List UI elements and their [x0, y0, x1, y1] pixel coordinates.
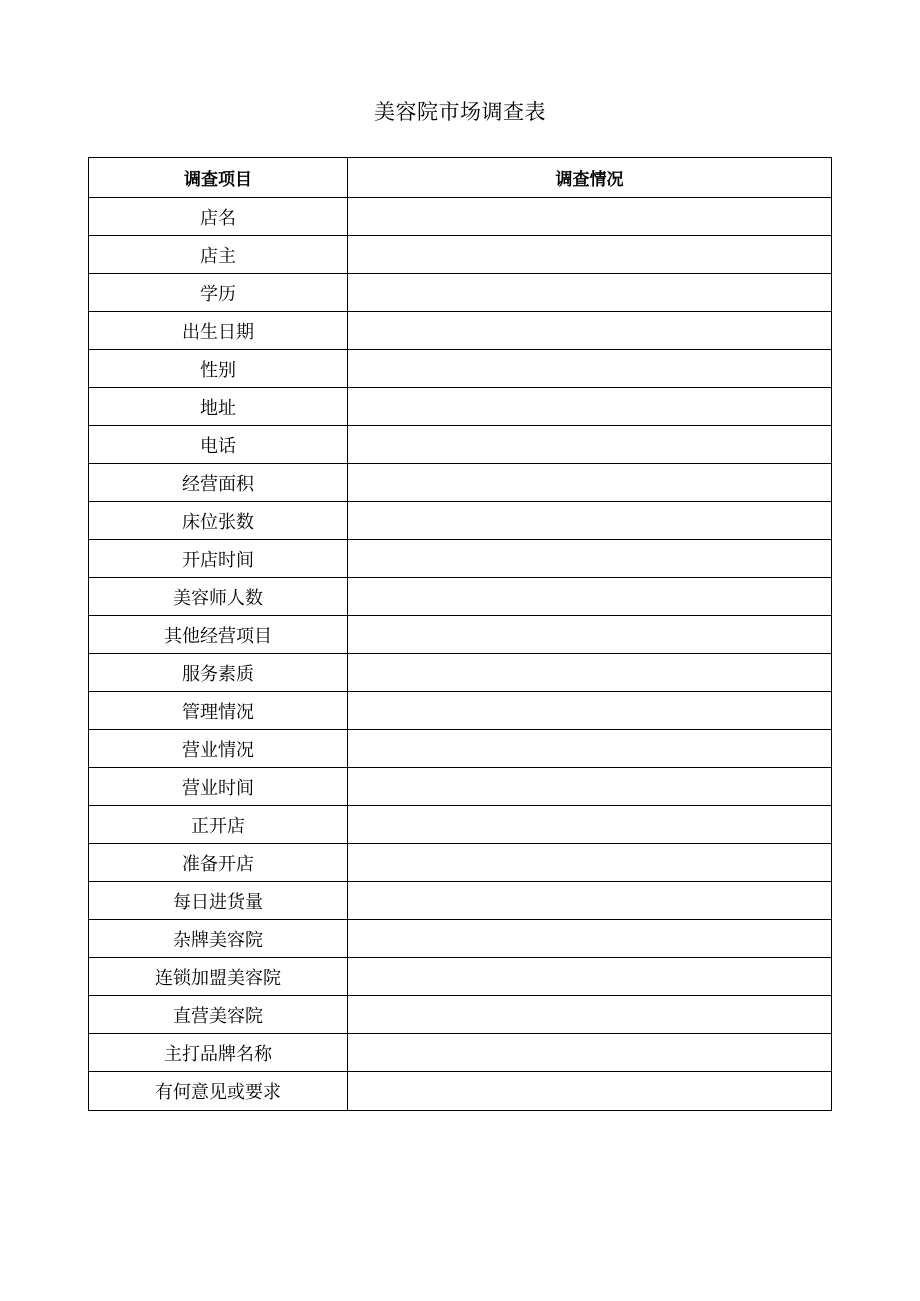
- survey-item-label: 管理情况: [89, 692, 348, 730]
- table-row: [89, 654, 832, 692]
- table-row: [89, 768, 832, 806]
- table-header-row: [89, 158, 832, 198]
- survey-response-field[interactable]: [348, 350, 832, 388]
- table-row: [89, 540, 832, 578]
- survey-item-label: 连锁加盟美容院: [89, 958, 348, 996]
- table-row: [89, 464, 832, 502]
- survey-item-label: 美容师人数: [89, 578, 348, 616]
- survey-table: [88, 157, 832, 1111]
- survey-response-field[interactable]: [348, 312, 832, 350]
- survey-item-label: 出生日期: [89, 312, 348, 350]
- survey-table-body: [89, 198, 832, 1111]
- table-row: [89, 806, 832, 844]
- survey-item-label: 开店时间: [89, 540, 348, 578]
- table-row: [89, 920, 832, 958]
- survey-item-label: 其他经营项目: [89, 616, 348, 654]
- survey-item-label: 店主: [89, 236, 348, 274]
- survey-item-label: 服务素质: [89, 654, 348, 692]
- survey-item-label: 主打品牌名称: [89, 1034, 348, 1072]
- survey-response-field[interactable]: [348, 654, 832, 692]
- survey-item-label: 床位张数: [89, 502, 348, 540]
- survey-item-label: 营业时间: [89, 768, 348, 806]
- survey-response-field[interactable]: [348, 806, 832, 844]
- survey-response-field[interactable]: [348, 882, 832, 920]
- survey-item-label: 店名: [89, 198, 348, 236]
- table-row: [89, 388, 832, 426]
- survey-item-label: 地址: [89, 388, 348, 426]
- survey-item-label: 性别: [89, 350, 348, 388]
- survey-response-field[interactable]: [348, 388, 832, 426]
- table-row: [89, 1072, 832, 1111]
- survey-response-field[interactable]: [348, 996, 832, 1034]
- survey-response-field[interactable]: [348, 540, 832, 578]
- survey-response-field[interactable]: [348, 616, 832, 654]
- table-row: [89, 426, 832, 464]
- table-row: [89, 692, 832, 730]
- survey-item-label: 直营美容院: [89, 996, 348, 1034]
- survey-response-field[interactable]: [348, 464, 832, 502]
- table-row: [89, 616, 832, 654]
- survey-item-label: 每日进货量: [89, 882, 348, 920]
- table-row: [89, 274, 832, 312]
- survey-response-field[interactable]: [348, 958, 832, 996]
- table-row: [89, 1034, 832, 1072]
- survey-response-field[interactable]: [348, 692, 832, 730]
- table-row: [89, 996, 832, 1034]
- table-row: [89, 844, 832, 882]
- table-row: [89, 958, 832, 996]
- survey-item-label: 正开店: [89, 806, 348, 844]
- survey-response-field[interactable]: [348, 920, 832, 958]
- survey-item-label: 经营面积: [89, 464, 348, 502]
- survey-response-field[interactable]: [348, 768, 832, 806]
- survey-response-field[interactable]: [348, 730, 832, 768]
- survey-item-label: 营业情况: [89, 730, 348, 768]
- survey-item-label: 杂牌美容院: [89, 920, 348, 958]
- survey-item-label: 有何意见或要求: [89, 1072, 348, 1111]
- table-row: [89, 502, 832, 540]
- survey-response-field[interactable]: [348, 1072, 832, 1111]
- table-row: [89, 350, 832, 388]
- survey-response-field[interactable]: [348, 578, 832, 616]
- survey-item-label: 准备开店: [89, 844, 348, 882]
- survey-item-label: 学历: [89, 274, 348, 312]
- survey-response-field[interactable]: [348, 198, 832, 236]
- table-row: [89, 312, 832, 350]
- survey-response-field[interactable]: [348, 426, 832, 464]
- page-title: 美容院市场调查表: [374, 100, 546, 124]
- survey-response-field[interactable]: [348, 844, 832, 882]
- survey-response-field[interactable]: [348, 274, 832, 312]
- column-header-status: 调查情况: [348, 158, 832, 198]
- survey-response-field[interactable]: [348, 1034, 832, 1072]
- column-header-item: 调查项目: [89, 158, 348, 198]
- survey-response-field[interactable]: [348, 236, 832, 274]
- table-row: [89, 730, 832, 768]
- table-row: [89, 236, 832, 274]
- survey-item-label: 电话: [89, 426, 348, 464]
- survey-response-field[interactable]: [348, 502, 832, 540]
- table-row: [89, 578, 832, 616]
- table-row: [89, 198, 832, 236]
- table-row: [89, 882, 832, 920]
